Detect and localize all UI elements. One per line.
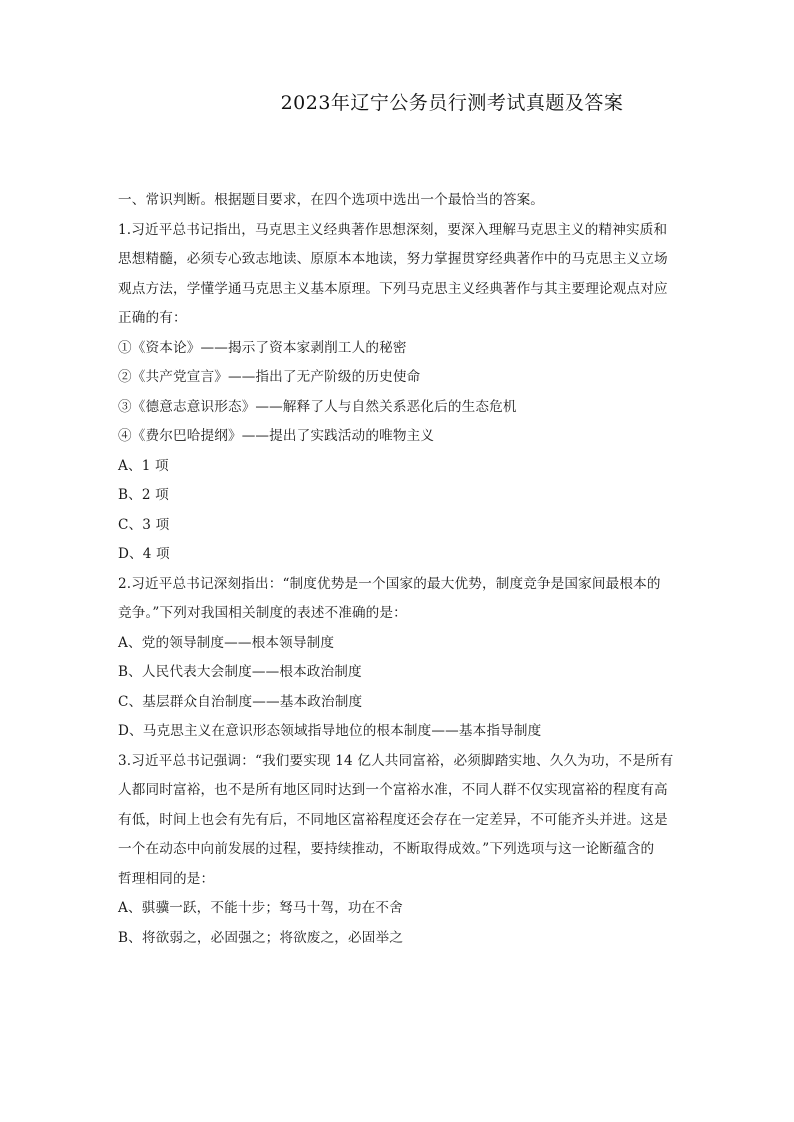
question-1-statement: ①《资本论》——揭示了资本家剥削工人的秘密 [118,339,407,356]
question-1-text: 1.习近平总书记指出，马克思主义经典著作思想深刻，要深入理解马克思主义的精神实质和 [118,221,668,238]
section-heading: 一、常识判断。根据题目要求，在四个选项中选出一个最恰当的答案。 [118,192,545,208]
question-3-text: 一个在动态中向前发展的过程，要持续推动，不断取得成效。”下列选项与这一论断蕴含的 [118,841,655,857]
question-3-text: 有低，时间上也会有先有后，不同地区富裕程度还会存在一定差异，不可能齐头并进。这是 [118,811,668,828]
question-1-text: 思想精髓，必须专心致志地读、原原本本地读，努力掌握贯穿经典著作中的马克思主义立场 [118,251,668,267]
question-1-text: 正确的有： [118,310,187,326]
question-2-option-d: D、马克思主义在意识形态领域指导地位的根本制度——基本指导制度 [118,723,542,739]
question-2-option-a: A、党的领导制度——根本领导制度 [118,634,335,651]
question-2-option-c: C、基层群众自治制度——基本政治制度 [118,693,363,710]
question-3-text: 3.习近平总书记强调：“我们要实现 14 亿人共同富裕，必须脚踏实地、久久为功，不是所有 [118,752,674,769]
question-1-statement: ②《共产党宣言》——指出了无产阶级的历史使命 [118,369,421,385]
question-1-option-d: D、4 项 [118,546,170,562]
question-1-option-b: B、2 项 [118,487,169,503]
question-2-option-b: B、人民代表大会制度——根本政治制度 [118,664,362,680]
question-3-text: 人都同时富裕，也不是所有地区同时达到一个富裕水准，不同人群不仅实现富裕的程度有高 [118,782,668,798]
question-3-text: 哲理相同的是： [118,870,215,887]
question-1-text: 观点方法，学懂学通马克思主义基本原理。下列马克思主义经典著作与其主要理论观点对应 [118,280,668,297]
question-1-option-c: C、3 项 [118,516,170,533]
document-body [118,186,698,953]
question-1-statement: ③《德意志意识形态》——解释了人与自然关系恶化后的生态危机 [118,398,517,415]
question-2-text: 2.习近平总书记深刻指出：“制度优势是一个国家的最大优势，制度竞争是国家间最根本的 [118,575,661,592]
question-3-option-a: A、骐骥一跃，不能十步；驽马十驾，功在不舍 [118,900,403,916]
question-2-text: 竞争。”下列对我国相关制度的表述不准确的是： [118,605,407,621]
question-1-statement: ④《费尔巴哈提纲》——提出了实践活动的唯物主义 [118,428,435,444]
question-1-option-a: A、1 项 [118,457,169,474]
question-3-option-b: B、将欲弱之，必固强之；将欲废之，必固举之 [118,929,404,946]
document-title: 2023年辽宁公务员行测考试真题及答案 [280,92,624,114]
